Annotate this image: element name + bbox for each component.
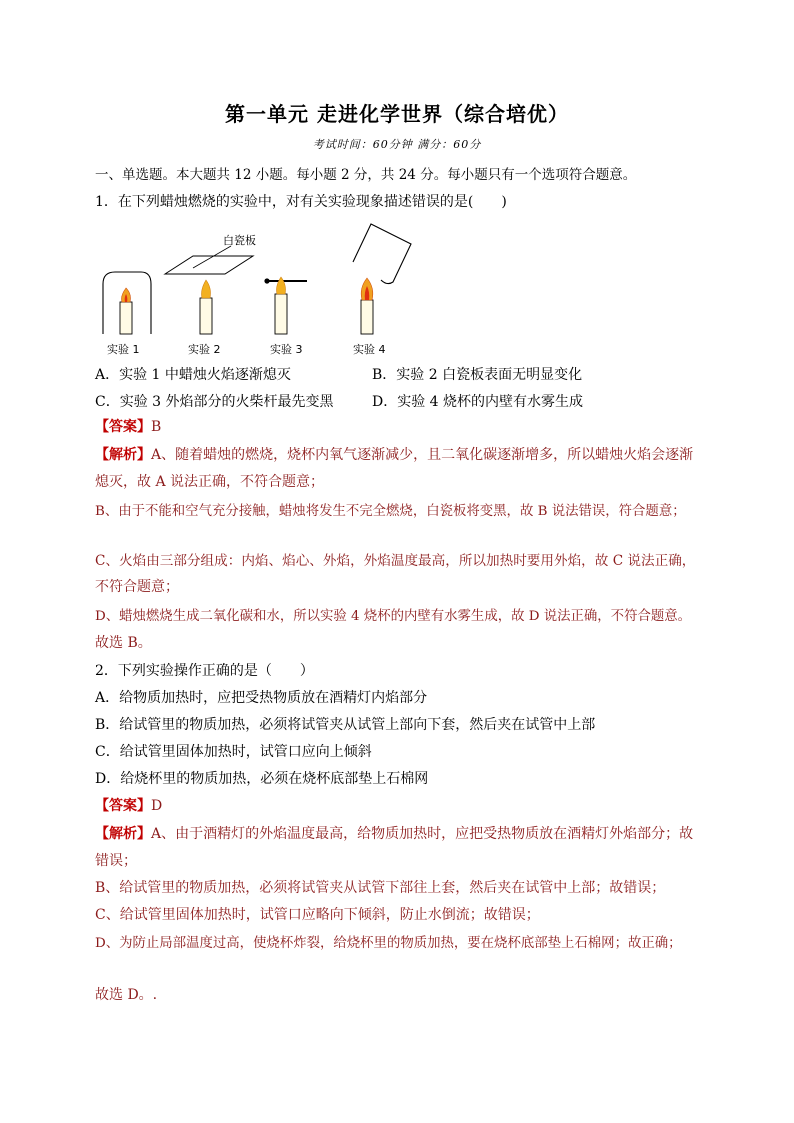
candle-experiments-figure [95, 222, 415, 362]
q1-answer-value: B [151, 419, 162, 435]
q1-analysis-line-5: 不符合题意； [95, 579, 179, 595]
answer-tag: 【答案】 [95, 419, 151, 435]
q2-analysis-line-5: D、为防止局部温度过高，使烧杯炸裂，给烧杯里的物质加热，要在烧杯底部垫上石棉网；故正确； [95, 936, 682, 951]
experiment-2-drawing [165, 233, 256, 334]
experiment-4-drawing [353, 224, 411, 334]
experiment-3-label: 实验 3 [270, 343, 303, 356]
experiment-3-drawing [264, 277, 307, 334]
experiment-2-label: 实验 2 [188, 343, 221, 356]
q1-option-b: B．实验 2 白瓷板表面无明显变化 [372, 367, 583, 383]
q1-analysis-line-2: 熄灭，故 A 说法正确，不符合题意； [95, 474, 325, 490]
experiment-1-label: 实验 1 [107, 343, 140, 356]
q1-option-a: A．实验 1 中蜡烛火焰逐渐熄灭 [95, 367, 291, 383]
section-heading: 一、单选题。本大题共 12 小题。每小题 2 分，共 24 分。每小题只有一个选项符合题意。 [95, 167, 637, 183]
q1-answer [95, 416, 705, 436]
q2-answer-value: D [151, 798, 163, 814]
experiment-4-label: 实验 4 [353, 343, 386, 356]
q2-option-c: C．给试管里固体加热时，试管口应向上倾斜 [95, 744, 372, 760]
analysis-tag: 【解析】 [95, 826, 151, 842]
plate-label: 白瓷板 [223, 234, 256, 247]
q2-analysis-line-4: C、给试管里固体加热时，试管口应略向下倾斜，防止水倒流；故错误； [95, 907, 540, 923]
q2-analysis-line-3: B、给试管里的物质加热，必须将试管夹从试管下部往上套，然后夹在试管中上部；故错误； [95, 880, 666, 896]
q1-stem: 1．在下列蜡烛燃烧的实验中，对有关实验现象描述错误的是( ) [95, 194, 507, 210]
q2-conclusion: 故选 D。. [95, 987, 158, 1003]
q2-option-b: B．给试管里的物质加热，必须将试管夹从试管上部向下套，然后夹在试管中上部 [95, 717, 596, 733]
q2-stem: 2．下列实验操作正确的是（ ） [95, 663, 314, 679]
q2-option-a: A．给物质加热时，应把受热物质放在酒精灯内焰部分 [95, 690, 428, 706]
q1-option-d: D．实验 4 烧杯的内壁有水雾生成 [372, 394, 584, 410]
q2-answer [95, 795, 705, 815]
q1-analysis-line-3: B、由于不能和空气充分接触，蜡烛将发生不完全燃烧，白瓷板将变黑，故 B 说法错误，符合题意； [95, 504, 686, 519]
q1-option-c: C．实验 3 外焰部分的火柴杆最先变黑 [95, 394, 334, 410]
q1-analysis-line-1: 【解析】A、随着蜡烛的燃烧，烧杯内氧气逐渐减少，且二氧化碳逐渐增多，所以蜡烛火焰会逐渐 [95, 447, 694, 463]
q1-analysis-line-6: D、蜡烛燃烧生成二氧化碳和水，所以实验 4 烧杯的内壁有水雾生成，故 D 说法正确，不符合题意。 [95, 609, 692, 624]
q1-conclusion: 故选 B。 [95, 635, 152, 651]
q2-analysis-line-1: 【解析】A、由于酒精灯的外焰温度最高，给物质加热时，应把受热物质放在酒精灯外焰部分；故 [95, 826, 694, 842]
q2-option-d: D．给烧杯里的物质加热，必须在烧杯底部垫上石棉网 [95, 771, 429, 787]
exam-info: 考试时间：60分钟 满分：60分 [312, 138, 482, 151]
analysis-tag: 【解析】 [95, 447, 151, 463]
page-title: 第一单元 走进化学世界（综合培优） [225, 102, 569, 126]
experiment-1-drawing [103, 272, 151, 334]
q1-analysis-line-4: C、火焰由三部分组成：内焰、焰心、外焰，外焰温度最高，所以加热时要用外焰，故 C 说法正确， [95, 553, 696, 569]
answer-tag: 【答案】 [95, 798, 151, 814]
q2-analysis-line-2: 错误； [95, 853, 137, 869]
